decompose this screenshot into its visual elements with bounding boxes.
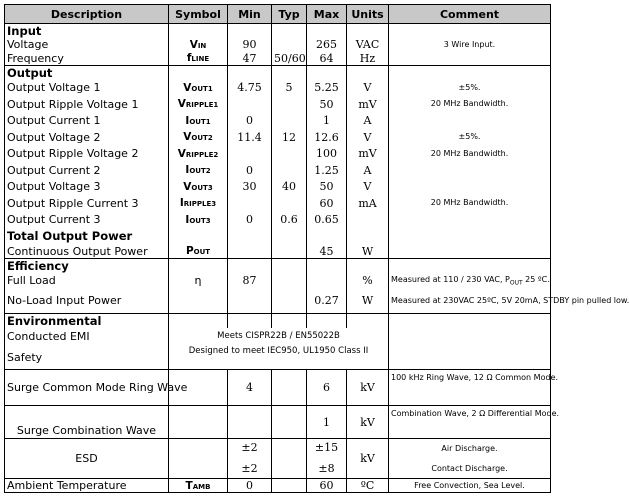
table-row-surge-common-mode: Surge Common Mode Ring Wave 4 6 kV 100 kHz Ring Wave, 12 Ω Common Mode. [5, 370, 551, 406]
table-row-full-load: Full Load η 87 % Measured at 110 / 230 VAC, $P_{OUT}$ 25 ºC. [5, 273, 551, 290]
header-comment: Comment [389, 5, 551, 24]
table-row-continuous-power: Continuous Output Power POUT 45 W [5, 245, 551, 259]
section-title-efficiency: Efficiency [5, 258, 169, 273]
table-row-surge-combination: Surge Combination Wave 1 kV Combination Wave, 2 Ω Differential Mode. [5, 406, 551, 439]
header-symbol: Symbol [169, 5, 228, 24]
section-title-total-power: Total Output Power [5, 228, 169, 245]
header-min: Min [228, 5, 272, 24]
table-row: Output Current 3 IOUT3 0 0.6 0.65 [5, 212, 551, 229]
section-title-output: Output [5, 65, 169, 80]
table-row: Output Current 1 IOUT1 0 1 A [5, 113, 551, 130]
header-description: Description [5, 5, 169, 24]
section-output-title-row [5, 65, 551, 80]
table-row: Output Voltage 1 VOUT1 4.75 5 5.25 V ±5%. [5, 80, 551, 97]
header-units: Units [347, 5, 389, 24]
header-row [5, 5, 551, 24]
table-row: Output Voltage 2 VOUT2 11.4 12 12.6 V ±5%. [5, 129, 551, 146]
spec-table [4, 4, 629, 493]
section-total-power-title-row [5, 228, 551, 245]
section-efficiency-title-row [5, 258, 551, 273]
section-input-title-row [5, 24, 551, 39]
table-row: Output Current 2 IOUT2 0 1.25 A [5, 162, 551, 179]
table-row-conducted-emi: Conducted EMI Meets CISPR22B / EN55022B [5, 328, 551, 346]
table-row-input-voltage: Voltage VIN 90 265 VAC 3 Wire Input. [5, 38, 551, 52]
table-row-ambient-temperature: Ambient Temperature TAMB 0 60 ºC Free Convection, Sea Level. [5, 479, 551, 493]
table-row-no-load: No-Load Input Power 0.27 W Measured at 230VAC 25ºC, 5V 20mA, STDBY pin pulled low. [5, 289, 551, 313]
section-environmental-title-row [5, 313, 551, 328]
header-max: Max [307, 5, 347, 24]
section-title-input: Input [5, 24, 169, 39]
table-row-input-frequency: Frequency fLINE 47 50/60 64 Hz [5, 52, 551, 66]
table-row: Output Ripple Current 3 IRIPPLE3 60 mA 20 MHz Bandwidth. [5, 195, 551, 212]
table-row-safety: Safety Designed to meet IEC950, UL1950 Class II [5, 346, 551, 370]
table-row: Output Voltage 3 VOUT3 30 40 50 V [5, 179, 551, 196]
table-row: Output Ripple Voltage 1 VRIPPLE1 50 mV 20 MHz Bandwidth. [5, 96, 551, 113]
table-row: Output Ripple Voltage 2 VRIPPLE2 100 mV 20 MHz Bandwidth. [5, 146, 551, 163]
header-typ: Typ [272, 5, 307, 24]
section-title-environmental: Environmental [5, 313, 169, 328]
table-row-esd: ESD ±2 ±2 ±15 ±8 kV Air Discharge. Contact Discharge. [5, 439, 551, 479]
